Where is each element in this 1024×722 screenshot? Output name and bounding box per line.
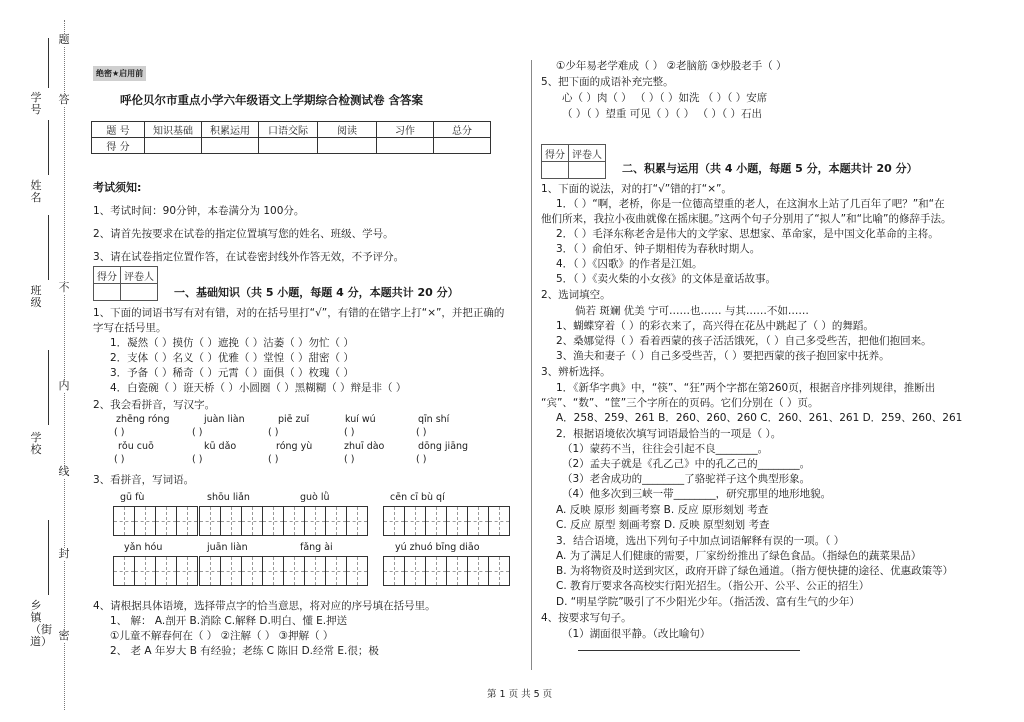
seal-char-7: 密 — [58, 629, 70, 642]
answer-paren: ( ) — [114, 454, 125, 465]
column-divider — [531, 60, 532, 670]
score-table-score-row — [92, 138, 491, 154]
s2-line: 4、按要求写句子。 — [541, 612, 632, 624]
page-title: 呼伦贝尔市重点小学六年级语文上学期综合检测试卷 含答案 — [120, 93, 424, 107]
s2-line: “宾”、“数”、“筐”三个字所在的页码。它们分别在（ ）页。 — [541, 397, 819, 409]
q1-line: 3．予备（ ）稀奇（ ）元霄（ ）面俱（ ）枚瑰（ ） — [110, 367, 354, 379]
q3-title: 3、看拼音，写词语。 — [93, 474, 195, 486]
s2-line: D. “明星学院”吸引了不少阳光少年。（指活泼、富有生气的少年） — [556, 596, 860, 608]
field-line-class — [48, 215, 49, 280]
field-line-school — [48, 350, 49, 425]
s2-line: 2．（ ）毛泽东称老舍是伟大的文学家、思想家、革命家，是中国文化革命的主将。 — [556, 228, 939, 240]
writing-grid[interactable] — [283, 556, 368, 586]
pinyin: yǎn hóu — [124, 542, 163, 553]
answer-paren: ( ) — [192, 427, 203, 438]
s2-line: 1．（ ）“啊，老桥，你是一位德高望重的老人，在这涧水上站了几百年了吧？”和“在 — [556, 198, 945, 210]
score-row-label: 得 分 — [92, 138, 145, 154]
writing-grid[interactable] — [383, 506, 510, 536]
score-cell: 知识基础 — [145, 122, 202, 138]
q5-row: 心（ ）肉（ ） （ ）（ ）如洗 （ ）（ ）安席 — [562, 92, 768, 104]
seal-char-6: 封 — [58, 547, 70, 560]
s2-line: 倘若 斑斓 优美 宁可……也…… 与其……不如…… — [575, 305, 809, 317]
writing-grid[interactable] — [113, 556, 198, 586]
pinyin: juān liàn — [207, 542, 248, 553]
notice-heading: 考试须知: — [93, 181, 142, 194]
score-cell: 阅读 — [318, 122, 377, 138]
writing-grid[interactable] — [283, 506, 368, 536]
pinyin: qīn shí — [418, 414, 450, 425]
seal-char-2: 答 — [58, 93, 70, 106]
scorer-label: 评卷人 — [569, 145, 606, 162]
pinyin: juàn liàn — [204, 414, 245, 425]
score-input[interactable] — [434, 138, 491, 154]
s2-line: 2、桑娜觉得（ ）看着西蒙的孩子活活饿死，（ ）自己多受些苦，把他们抱回来。 — [556, 335, 932, 347]
q4-line: 1、 解： A.剖开 B.消除 C.解释 D.明白、懂 E.押送 — [110, 615, 348, 627]
score-cell: 积累运用 — [202, 122, 259, 138]
q5-row: （ ）（ ）望重 可见（ ）（ ） （ ）（ ）石出 — [562, 108, 762, 120]
score-input[interactable] — [318, 138, 377, 154]
label-class: 班级 — [30, 284, 42, 309]
field-line-id-v — [48, 38, 49, 88]
q4-line: 2、 老 A 年岁大 B 有经验；老练 C 陈旧 D.经常 E.很；极 — [110, 645, 379, 657]
page-footer: 第 1 页 共 5 页 — [487, 689, 553, 700]
s2-line: A．258、259、261 B．260、260、260 C．260、261、261 D．259、260、261 — [556, 412, 963, 424]
field-line-name — [48, 120, 49, 175]
answer-paren: ( ) — [192, 454, 203, 465]
s2-line: 3、渔夫和妻子（ ）自己多受些苦，（ ）要把西蒙的孩子抱回家中抚养。 — [556, 350, 890, 362]
s2-line: 1．《新华字典》中，“筷”、“狂”两个字都在第260页，根据音序排列规律，推断出 — [556, 382, 936, 394]
pinyin: zhēng róng — [116, 414, 170, 425]
answer-paren: ( ) — [114, 427, 125, 438]
label-school: 学校 — [30, 431, 42, 456]
s2-line: 5．（ ）《卖火柴的小女孩》的文体是童话故事。 — [556, 273, 777, 285]
pinyin: kū dǎo — [204, 441, 237, 452]
answer-paren: ( ) — [344, 454, 355, 465]
score-cell: 口语交际 — [259, 122, 318, 138]
notice-item: 2、请首先按要求在试卷的指定位置填写您的姓名、班级、学号。 — [93, 228, 394, 240]
s2-line: A. 为了满足人们健康的需要，厂家纷纷推出了绿色食品。（指绿色的蔬菜果品） — [556, 550, 922, 562]
seal-char-4: 内 — [58, 379, 70, 392]
q4-line: 4、请根据具体语境，选择带点字的恰当意思，将对应的序号填在括号里。 — [93, 600, 436, 612]
s2-line: C. 反应 原型 刻画考察 D. 反映 原型刻划 考查 — [556, 519, 770, 531]
s2-line: B. 为将物资及时送到灾区，政府开辟了绿色通道。（指方便快捷的途径、优惠政策等） — [556, 565, 954, 577]
writing-grid[interactable] — [199, 556, 284, 586]
field-line-town — [48, 520, 49, 595]
s2-line: （3）老舍成功的________了骆驼祥子这个典型形象。 — [562, 473, 811, 485]
scorer-label: 得分 — [94, 267, 121, 284]
s2-line: （1）湖面很平静。（改比喻句） — [562, 628, 711, 640]
pinyin: piē zuǐ — [278, 414, 310, 425]
q4-line: ①儿童不解春何在（ ） ②注解（ ） ③押解（ ） — [110, 630, 334, 642]
pinyin: kuí wú — [345, 414, 376, 425]
s2-line: 2、选词填空。 — [541, 289, 611, 301]
pinyin: cēn cī bù qí — [390, 492, 445, 503]
pinyin: zhuī dào — [344, 441, 385, 452]
pinyin: shōu liǎn — [207, 492, 250, 503]
scorer-input[interactable] — [121, 284, 158, 301]
binding-margin — [0, 0, 84, 722]
s2-line: 他们所来，我拉小夜曲就像在摇床腿。”这两个句子分别用了“拟人”和“比喻”的修辞手法。 — [541, 213, 952, 225]
section-2-title: 二、积累与运用（共 4 小题，每题 5 分，本题共计 20 分） — [622, 162, 918, 175]
q1-line: 4．白瓷碗（ ）诳天桥（ ）小圆圈（ ）黑糊糊（ ）辩是非（ ） — [110, 382, 407, 394]
q1-line: 1、下面的词语书写有对有错，对的在括号里打“√”，有错的在错字上打“×”，并把正确的 — [93, 307, 505, 319]
seal-dotted-line — [64, 20, 65, 710]
pinyin: yú zhuó bīng diāo — [395, 542, 480, 553]
label-town: 乡镇（街道） — [30, 599, 52, 648]
scorer-box-1 — [93, 266, 158, 301]
scorer-input[interactable] — [569, 162, 606, 179]
writing-grid[interactable] — [383, 556, 510, 586]
score-input[interactable] — [202, 138, 259, 154]
s2-line: C. 教育厅要求各高校实行阳光招生。（指公开、公平、公正的招生） — [556, 580, 870, 592]
answer-paren: ( ) — [344, 427, 355, 438]
pinyin: gū fù — [120, 492, 145, 503]
s2-line: （4）他多次到三峡一带________，研究那里的地形地貌。 — [562, 488, 832, 500]
secret-badge: 绝密★启用前 — [93, 66, 146, 81]
score-table — [91, 121, 491, 154]
score-input[interactable] — [377, 138, 434, 154]
s2-line: （2）孟夫子就是《孔乙己》中的孔乙己的________。 — [562, 458, 811, 470]
label-name: 姓名 — [30, 179, 42, 204]
writing-grid[interactable] — [113, 506, 198, 536]
answer-line[interactable] — [578, 650, 800, 651]
s2-line: 4．（ ）《囚歌》的作者是江姐。 — [556, 258, 703, 270]
answer-paren: ( ) — [416, 427, 427, 438]
label-student-id: 学号 — [30, 91, 42, 116]
seal-char-3: 不 — [58, 281, 70, 294]
scorer-label: 得分 — [542, 145, 569, 162]
pinyin: róng yù — [276, 441, 313, 452]
section-1-title: 一、基础知识（共 5 小题，每题 4 分，本题共计 20 分） — [174, 286, 459, 299]
notice-item: 3、请在试卷指定位置作答，在试卷密封线外作答无效，不予评分。 — [93, 251, 405, 263]
score-table-header-row — [92, 122, 491, 138]
score-cell: 总分 — [434, 122, 491, 138]
q1-line: 2．支体（ ）名义（ ）优雅（ ）堂惶（ ）甜密（ ） — [110, 352, 354, 364]
s2-line: 3．结合语境，选出下列句子中加点词语解释有误的一项。（ ） — [556, 535, 845, 547]
score-cell: 题 号 — [92, 122, 145, 138]
s2-line: 3、辨析选择。 — [541, 366, 611, 378]
pinyin: guò lǜ — [300, 492, 330, 503]
s2-line: 1、蝴蝶穿着（ ）的彩衣来了，高兴得在花丛中跳起了（ ）的舞蹈。 — [556, 320, 874, 332]
q2-title: 2、我会看拼音，写汉字。 — [93, 399, 216, 411]
s2-line: A. 反映 原形 刻画考察 B. 反应 原形刻划 考查 — [556, 504, 769, 516]
s2-line: 2．根据语境依次填写词语最恰当的一项是（ ）。 — [556, 428, 782, 440]
answer-paren: ( ) — [268, 427, 279, 438]
scorer-input[interactable] — [542, 162, 569, 179]
pinyin: fǎng ài — [300, 542, 333, 553]
q5-title: 5、把下面的成语补充完整。 — [541, 76, 674, 88]
notice-item: 1、考试时间：90分钟，本卷满分为 100分。 — [93, 205, 305, 217]
score-input[interactable] — [145, 138, 202, 154]
writing-grid[interactable] — [199, 506, 284, 536]
pinyin: dōng jiāng — [418, 441, 469, 452]
pinyin: rǒu cuō — [118, 441, 154, 452]
seal-char-5: 线 — [58, 465, 70, 478]
scorer-box-2 — [541, 144, 606, 179]
score-cell: 习作 — [377, 122, 434, 138]
q4-continued: ①少年易老学难成（ ） ②老脑筋 ③炒股老手（ ） — [556, 60, 787, 72]
q1-line: 字写在括号里。 — [93, 322, 167, 334]
s2-line: （1）蒙药不当，往往会引起不良________。 — [562, 443, 769, 455]
score-input[interactable] — [259, 138, 318, 154]
seal-char-1: 题 — [58, 33, 70, 46]
s2-line: 1、下面的说法，对的打“√”错的打“×”。 — [541, 183, 732, 195]
answer-paren: ( ) — [268, 454, 279, 465]
scorer-label: 评卷人 — [121, 267, 158, 284]
scorer-input[interactable] — [94, 284, 121, 301]
q1-line: 1．凝然（ ）摸仿（ ）遮挽（ ）沽萎（ ）勿忙（ ） — [110, 337, 354, 349]
answer-paren: ( ) — [416, 454, 427, 465]
s2-line: 3．（ ）俞伯牙、钟子期相传为春秋时期人。 — [556, 243, 761, 255]
